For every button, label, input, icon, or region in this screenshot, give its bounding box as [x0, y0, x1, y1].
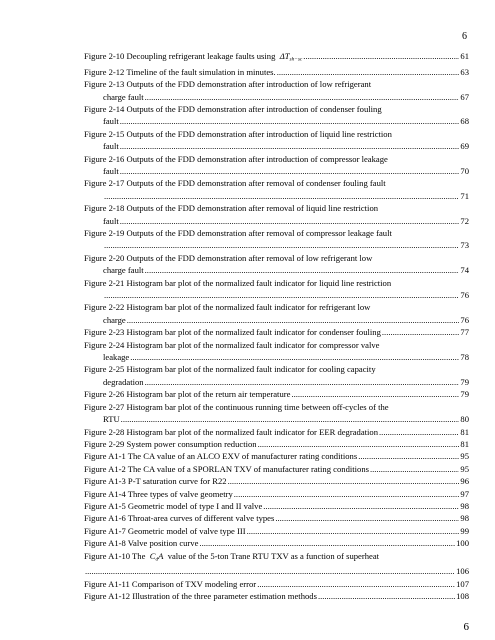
leader-dots: [145, 376, 460, 388]
figure-entry[interactable]: [84, 326, 469, 338]
figure-entry[interactable]: [84, 450, 469, 462]
entry-title: Figure 2-28 Histogram bar plot of the normalized fault indicator for EER degradation: [84, 426, 379, 437]
entry-title: Figure A1-5 Geometric model of type I and II valve: [84, 500, 263, 511]
entry-page: 97: [460, 488, 469, 499]
entry-title-cont: fault: [103, 141, 119, 152]
figure-entry[interactable]: [84, 475, 469, 487]
entry-title: Figure A1-12 Illustration of the three parameter estimation methods: [84, 591, 317, 602]
entry-title-cont: charge fault: [103, 91, 144, 102]
entry-title: Figure 2-13 Outputs of the FDD demonstration after introduction of low refrigerant: [84, 79, 372, 90]
figure-entry[interactable]: [84, 438, 469, 450]
leader-dots: [228, 475, 460, 487]
entry-title: Figure 2-18 Outputs of the FDD demonstration after removal of liquid line restriction: [84, 203, 379, 214]
leader-dots: [104, 239, 459, 251]
math-cd-a: $C_dA$: [149, 550, 164, 562]
leader-dots: [199, 537, 455, 549]
entry-title-rest: value of the 5-ton Trane RTU TXV as a function of superheat: [167, 550, 380, 561]
figure-entry[interactable]: [84, 103, 469, 128]
figure-entry[interactable]: [84, 578, 469, 590]
figure-entry[interactable]: [84, 500, 469, 512]
figure-entry[interactable]: [84, 177, 469, 202]
entry-page: 80: [460, 414, 469, 425]
entry-title-cont: charge: [103, 314, 126, 325]
entry-page: 95: [460, 451, 469, 462]
entry-page: 72: [460, 215, 469, 226]
entry-title: Figure 2-10 Decoupling refrigerant leakage faults using: [84, 51, 276, 61]
entry-title: Figure A1-6 Throat-area curves of different valve types: [84, 513, 275, 524]
entry-page: 98: [460, 500, 469, 511]
leader-dots: [291, 388, 459, 400]
entry-title: Figure 2-17 Outputs of the FDD demonstration after removal of condenser fouling fault: [84, 178, 386, 189]
leader-dots: [234, 488, 460, 500]
entry-title: Figure 2-27 Histogram bar plot of the continuous running time between off-cycles of the: [84, 401, 389, 412]
entry-page: 71: [460, 190, 469, 201]
entry-title: Figure 2-19 Outputs of the FDD demonstration after removal of compressor leakage fault: [84, 228, 392, 239]
leader-dots: [318, 590, 455, 602]
leader-dots: [303, 50, 459, 62]
figure-entry[interactable]: [84, 537, 469, 549]
figure-entry[interactable]: [84, 227, 469, 252]
entry-page: 99: [460, 525, 469, 536]
entry-title: Figure A1-11 Comparison of TXV modeling error: [84, 578, 257, 589]
figure-entry[interactable]: [84, 128, 469, 153]
entry-title: Figure 2-25 Histogram bar plot of the normalized fault indicator for cooling capacity: [84, 364, 376, 375]
entry-title-cont: fault: [103, 116, 119, 127]
entry-title: Figure 2-22 Histogram bar plot of the normalized fault indicator for refrigerant low: [84, 302, 371, 313]
entry-title: Figure 2-14 Outputs of the FDD demonstration after introduction of condenser fouling: [84, 103, 382, 114]
entry-page: 76: [460, 290, 469, 301]
entry-page: 79: [460, 389, 469, 400]
entry-page: 61: [460, 51, 469, 61]
page-number-top: 6: [462, 31, 467, 42]
figure-entry[interactable]: [84, 388, 469, 400]
entry-page: 79: [460, 376, 469, 387]
page-number-bottom: 6: [463, 621, 469, 633]
entry-title: Figure 2-21 Histogram bar plot of the normalized fault indicator for liquid line restriction: [84, 277, 392, 288]
leader-dots: [120, 215, 460, 227]
entry-page: 74: [460, 265, 469, 276]
entry-page: 76: [460, 314, 469, 325]
entry-title: Figure 2-26 Histogram bar plot of the return air temperature: [84, 389, 291, 400]
list-of-figures: [84, 50, 469, 603]
entry-page: 73: [460, 240, 469, 251]
entry-title: Figure 2-23 Histogram bar plot of the normalized fault indicator for condenser fouling: [84, 327, 381, 338]
figure-entry[interactable]: [84, 66, 469, 78]
leader-dots: [120, 165, 460, 177]
figure-entry[interactable]: [84, 463, 469, 475]
entry-title-cont: RTU: [103, 414, 120, 425]
leader-dots: [275, 512, 459, 524]
leader-dots: [258, 438, 460, 450]
leader-dots: [120, 115, 460, 127]
leader-dots: [382, 326, 460, 338]
leader-dots: [277, 66, 460, 78]
figure-entry[interactable]: [84, 339, 469, 364]
math-delta-t: $\Delta T_{sh-sc}$: [279, 51, 303, 63]
figure-entry[interactable]: [84, 401, 469, 426]
entry-page: 69: [460, 141, 469, 152]
figure-entry[interactable]: [84, 525, 469, 537]
entry-page: 81: [460, 438, 469, 449]
entry-title-cont: leakage: [103, 352, 130, 363]
entry-title: Figure 2-12 Timeline of the fault simulation in minutes.: [84, 66, 276, 77]
leader-dots: [127, 314, 460, 326]
entry-page: 77: [460, 327, 469, 338]
entry-title: Figure A1-7 Geometric model of valve type III: [84, 525, 246, 536]
figure-entry[interactable]: [84, 202, 469, 227]
entry-page: 98: [460, 513, 469, 524]
entry-title: Figure A1-4 Three types of valve geometry: [84, 488, 233, 499]
leader-dots: [121, 413, 460, 425]
entry-title-cont: fault: [103, 215, 119, 226]
entry-title: Figure A1-10 The: [84, 550, 146, 561]
entry-title: Figure 2-20 Outputs of the FDD demonstration after removal of low refrigerant low: [84, 252, 373, 263]
entry-page: 67: [460, 91, 469, 102]
entry-title-cont: fault: [103, 165, 119, 176]
leader-dots: [145, 264, 460, 276]
leader-dots: [120, 140, 460, 152]
entry-title: Figure A1-1 The CA value of an ALCO EXV of manufacturer rating conditions: [84, 451, 358, 462]
leader-dots: [104, 289, 459, 301]
entry-title: Figure A1-2 The CA value of a SPORLAN TXV of manufacturer rating conditions: [84, 463, 369, 474]
figure-entry[interactable]: [84, 363, 469, 388]
figure-entry[interactable]: [84, 252, 469, 277]
figure-entry[interactable]: [84, 50, 469, 66]
entry-page: 96: [460, 476, 469, 487]
figure-entry[interactable]: [84, 426, 469, 438]
figure-entry[interactable]: [84, 590, 469, 602]
figure-entry[interactable]: [84, 512, 469, 524]
entry-title: Figure 2-29 System power consumption reduction: [84, 438, 257, 449]
figure-entry[interactable]: [84, 550, 469, 578]
entry-title: Figure 2-15 Outputs of the FDD demonstration after introduction of liquid line restriction: [84, 128, 392, 139]
entry-page: 63: [460, 66, 469, 77]
figure-entry[interactable]: [84, 277, 469, 302]
entry-title: Figure A1-3 P-T saturation curve for R22: [84, 476, 227, 487]
leader-dots: [379, 426, 459, 438]
entry-page: 68: [460, 116, 469, 127]
leader-dots: [263, 500, 459, 512]
entry-page: 106: [456, 566, 469, 577]
figure-entry[interactable]: [84, 78, 469, 103]
entry-page: 70: [460, 165, 469, 176]
leader-dots: [85, 565, 455, 577]
figure-entry[interactable]: [84, 488, 469, 500]
leader-dots: [104, 190, 459, 202]
leader-dots: [257, 578, 455, 590]
leader-dots: [358, 450, 459, 462]
entry-title-cont: charge fault: [103, 265, 144, 276]
entry-title: Figure 2-24 Histogram bar plot of the normalized fault indicator for compressor valve: [84, 339, 380, 350]
figure-entry[interactable]: [84, 153, 469, 178]
entry-page: 81: [460, 426, 469, 437]
leader-dots: [370, 463, 459, 475]
leader-dots: [145, 91, 460, 103]
entry-title-cont: degradation: [103, 376, 144, 387]
entry-page: 95: [460, 463, 469, 474]
entry-title: Figure 2-16 Outputs of the FDD demonstration after introduction of compressor leakage: [84, 153, 388, 164]
leader-dots: [247, 525, 460, 537]
entry-title: Figure A1-8 Valve position curve: [84, 538, 199, 549]
entry-page: 108: [456, 591, 469, 602]
entry-page: 100: [456, 538, 469, 549]
figure-entry[interactable]: [84, 301, 469, 326]
leader-dots: [130, 351, 459, 363]
entry-page: 107: [456, 578, 469, 589]
entry-page: 78: [460, 352, 469, 363]
